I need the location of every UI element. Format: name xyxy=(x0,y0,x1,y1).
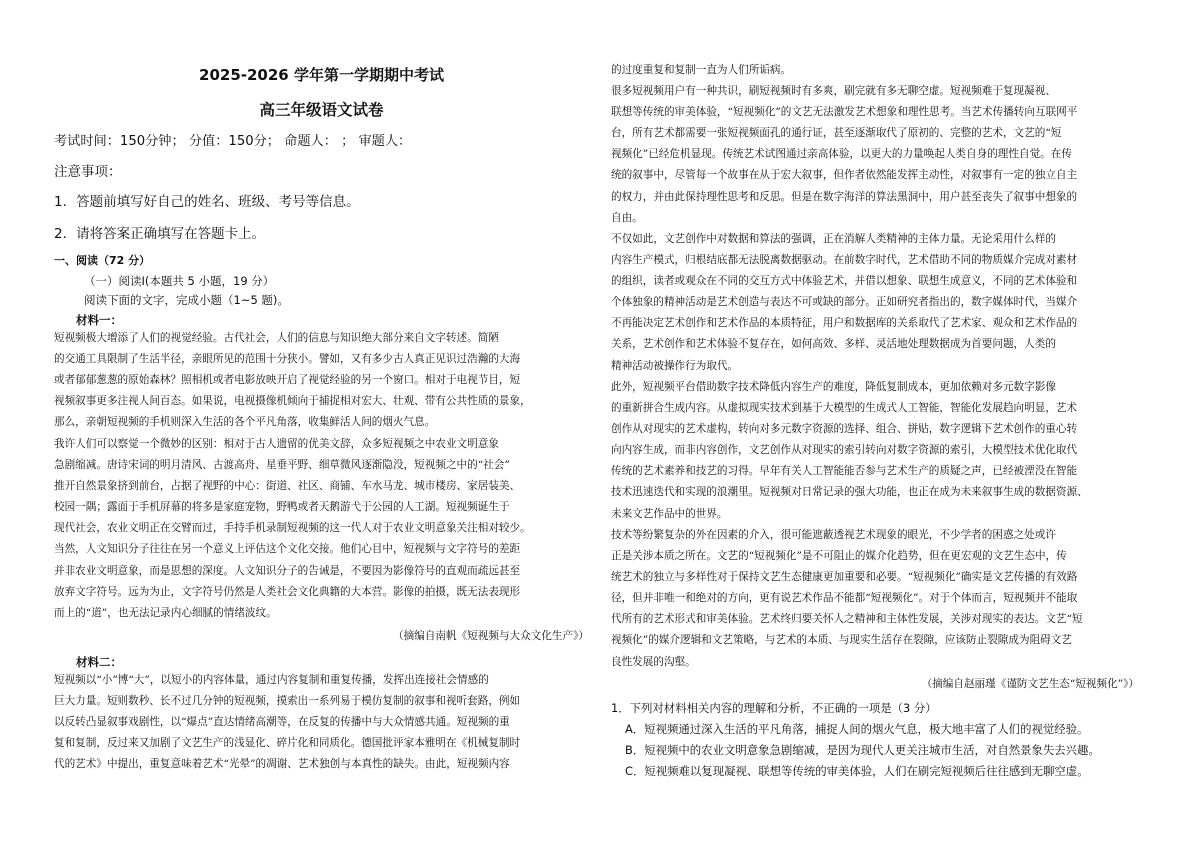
text-line: 未来文艺作品中的世界。 xyxy=(611,507,728,520)
text-line: 并非农业文明意象，而是思想的深度。人文知识分子的告诫是，不要因为影像符号的直观而疏远甚至 xyxy=(54,564,521,577)
question-1-option-c[interactable]: C．短视频难以复现凝视、联想等传统的审美体验，人们在刷完短视频后往往感到无聊空虚。 xyxy=(625,764,1089,778)
question-1-option-b[interactable]: B．短视频中的农业文明意象急剧缩减，是因为现代人更关注城市生活，对自然景象失去兴趣。 xyxy=(625,743,1100,757)
text-line: 短视频以“小”博“大”，以短小的内容体量，通过内容复制和重复传播，发挥出连接社会情感的 xyxy=(54,674,489,686)
material-1-paragraph-1 xyxy=(54,328,589,433)
text-line: 的过度重复和复制一直为人们所诟病。 xyxy=(611,64,792,76)
text-line: 个体独象的精神活动是艺术创造与表达不可或缺的部分。正如研究者指出的，数字媒体时代，当媒介 xyxy=(611,296,1078,309)
text-line: 的组织，读者或观众在不同的交互方式中体验艺术，并借以想象、联想生成意义，不同的艺术体验和 xyxy=(611,275,1078,288)
exam-subtitle: 高三年级语文试卷 xyxy=(259,101,384,119)
material-2-paragraph-intro xyxy=(54,670,589,775)
text-line: 技术迅速迭代和实现的浪潮里。短视频对日常记录的强大功能，也正在成为未来叙事生成的数据资源、 xyxy=(611,486,1088,499)
text-line: 正是关涉本质之所在。文艺的“短视频化”是不可阻止的媒介化趋势，但在更宏观的文艺生态中，传 xyxy=(611,550,1067,563)
text-line: 复和复制，反过来又加剧了文艺生产的浅显化、碎片化和同质化。德国批评家本雅明在《机械复制时 xyxy=(54,737,521,750)
text-line: 内容生产模式，归根结底都无法脱离数据驱动。在前数字时代，艺术借助不同的物质媒介完成对素材 xyxy=(611,254,1078,267)
text-line: 视频化”已经危机显现。传统艺术试图通过亲高体验，以更大的力量唤起人类自身的理性自觉。在传 xyxy=(611,148,1072,161)
text-line: 的重新拼合生成内容。从虚拟现实技术到基于大模型的生成式人工智能，智能化发展趋向明显，艺术 xyxy=(611,402,1078,415)
reading-instruction: 阅读下面的文字，完成小题（1~5 题)。 xyxy=(84,293,289,307)
material-2-source: （摘编自赵丽瑾《谨防文艺生态“短视频化”》） xyxy=(921,678,1139,690)
notice-item-2: 2．请将答案正确填写在答题卡上。 xyxy=(54,226,266,242)
section-heading: 一、阅读（72 分） xyxy=(54,254,151,267)
text-line: 或者郁郁葱葱的原始森林？照相机或者电影放映开启了视觉经验的另一个窗口。相对于电视节目，短 xyxy=(54,374,521,387)
text-line: 我许人们可以察觉一个微妙的区别：相对于古人遗留的优美文辞，众多短视频之中农业文明意象 xyxy=(54,438,499,450)
text-line: 那么，亲朝短视频的手机则深入生活的各个平凡角落，收集鲜活人间的烟火气息。 xyxy=(54,416,436,429)
text-line: 向内容生成，而非内容创作，文艺创作从对现实的索引转向对数字资源的索引，大模型技术优化取代 xyxy=(611,444,1078,457)
text-line: 推开自然景象挤到前台，占据了视野的中心：街道、社区、商铺、车水马龙、城市楼房、家居装美、 xyxy=(54,480,521,493)
text-line: 不仅如此，文艺创作中对数据和算法的强调，正在消解人类精神的主体力量。无论采用什么样的 xyxy=(611,233,1056,245)
sub-section-heading: （一）阅读Ⅰ(本题共 5 小题，19 分） xyxy=(84,274,275,288)
text-line: 关系，艺术创作和艺术体验不复存在，如何高效、多样、灵活地处理数据成为首要问题，人类的 xyxy=(611,338,1056,351)
question-1-option-a[interactable]: A．短视频通过深入生活的平凡角落，捕捉人间的烟火气息，极大地丰富了人们的视觉经验。 xyxy=(625,722,1089,736)
text-line: 传统的艺术素养和技艺的习得。早年有关人工智能能否参与艺术生产的质疑之声，已经被湮没在智能 xyxy=(611,465,1078,478)
material-1-source: （摘编自南帆《短视频与大众文化生产》） xyxy=(393,630,589,642)
text-line: 急剧缩减。唐诗宋词的明月清风、古渡高舟、星垂平野、细草微风逐渐隐没，短视频之中的“社会” xyxy=(54,459,510,472)
text-line: 统的叙事中，尽管每一个故事在从于宏大叙事，但作者依然能发挥主动性，对叙事有一定的独立自主 xyxy=(611,169,1078,182)
material-2-paragraph-1 xyxy=(611,60,1146,229)
text-line: 放弃文字符号。远为为止，文字符号仍然是人类社会文化典籍的大本营。影像的拍摄，既无法表现形 xyxy=(54,585,521,598)
text-line: 不再能决定艺术创作和艺术作品的本质特征，用户和数据库的关系取代了艺术家、观众和艺术作品的 xyxy=(611,317,1078,330)
question-1-stem: 1．下列对材料相关内容的理解和分析，不正确的一项是（3 分） xyxy=(611,701,937,715)
text-line: 视频化”的媒介逻辑和文艺策略，与艺术的本质、与现实生活存在裂隙，应该防止裂隙成为阻碍文艺 xyxy=(611,634,1072,647)
text-line: 自由。 xyxy=(611,211,643,224)
text-line: 良性发展的沟壑。 xyxy=(611,655,696,668)
material-1-paragraph-2 xyxy=(54,434,589,624)
text-line: 校园一隅；露面于手机屏幕的将多是家庭宠物，野鸭或者天鹅游弋于公园的人工湖。短视频诞生于 xyxy=(54,501,510,514)
text-line: 而上的“道”，也无法记录内心细腻的情绪波纹。 xyxy=(54,606,277,619)
text-line: 代所有的艺术形式和审美体验。艺术终归要关怀人之精神和主体性发展，关涉对现实的表达。文艺“短 xyxy=(611,613,1083,626)
text-line: 短视频极大增添了人们的视觉经验。古代社会，人们的信息与知识绝大部分来自文字转述。简陋 xyxy=(54,332,499,344)
text-line: 现代社会，农业文明正在交臂而过，手持手机录制短视频的这一代人对于农业文明意象关注相对较少。 xyxy=(54,522,531,535)
text-line: 当然，人文知识分子往往在另一个意义上评估这个文化交接。他们心目中，短视频与文字符号的差距 xyxy=(54,543,521,556)
text-line: 视频叙事更多注视人间百态。如果说，电视摄像机倾向于捕捉相对宏大、壮观、带有公共性质的景象， xyxy=(54,395,531,408)
material-2-paragraph-3 xyxy=(611,377,1146,525)
text-line: 以反转凸显叙事戏剧性，以“爆点”直达情绪高潮等，在反复的传播中与大众情感共通。短视频的重 xyxy=(54,716,510,729)
material-1-label: 材料一： xyxy=(76,313,122,327)
text-line: 台，所有艺术都需要一张短视频面孔的通行证，甚至逐渐取代了原初的、完整的艺术，文艺的“短 xyxy=(611,127,1062,140)
material-2-paragraph-2 xyxy=(611,229,1146,377)
text-line: 径，但并非唯一和绝对的方向，更有说艺术作品不能都“短视频化”。对于个体而言，短视频并不能取 xyxy=(611,592,1078,605)
text-line: 精神活动被操作行为取代。 xyxy=(611,359,739,372)
notice-heading: 注意事项： xyxy=(54,164,122,180)
text-line: 代的艺术》中提出，重复意味着艺术“光晕”的凋谢、艺术独创与本真性的缺失。由此，短视频内容 xyxy=(54,758,510,771)
text-line: 统艺术的独立与多样性对于保持文艺生态健康更加重要和必要。“短视频化”确实是文艺传播的有效路 xyxy=(611,571,1078,584)
text-line: 很多短视频用户有一种共识，刷短视频时有多爽，刷完就有多无聊空虚。短视频难于复现凝视、 xyxy=(611,85,1056,98)
text-line: 创作从对现实的艺术虚构，转向对多元数字资源的选择、组合、拼贴，数字逻辑下艺术创作的重心转 xyxy=(611,423,1078,436)
text-line: 联想等传统的审美体验，“短视频化”的文艺无法激发艺术想象和理性思考。当艺术传播转向互联网平 xyxy=(611,106,1078,119)
text-line: 此外，短视频平台借助数字技术降低内容生产的难度，降低复制成本，更加依赖对多元数字影像 xyxy=(611,381,1056,393)
material-2-paragraph-4 xyxy=(611,525,1146,673)
text-line: 的权力，并由此保持理性思考和反思。但是在数字海洋的算法黑洞中，用户甚至丧失了叙事中想象的 xyxy=(611,190,1078,203)
text-line: 技术等纷繁复杂的外在因素的介入，很可能遮蔽透视艺术现象的眼光，不少学者的困惑之处或许 xyxy=(611,529,1056,541)
text-line: 巨大力量。短则数秒、长不过几分钟的短视频，摸索出一系列易于模仿复制的叙事和视听套路，例如 xyxy=(54,695,521,708)
exam-info: 考试时间：150分钟； 分值：150分； 命题人： ； 审题人： xyxy=(54,134,412,149)
text-line: 的交通工具限制了生活半径，亲眼所见的范围十分狭小。譬如，又有多少古人真正见识过浩瀚的大海 xyxy=(54,353,521,366)
notice-item-1: 1．答题前填写好自己的姓名、班级、考号等信息。 xyxy=(54,194,360,210)
exam-title: 2025-2026 学年第一学期期中考试 xyxy=(199,66,444,84)
material-2-label: 材料二： xyxy=(76,655,122,669)
